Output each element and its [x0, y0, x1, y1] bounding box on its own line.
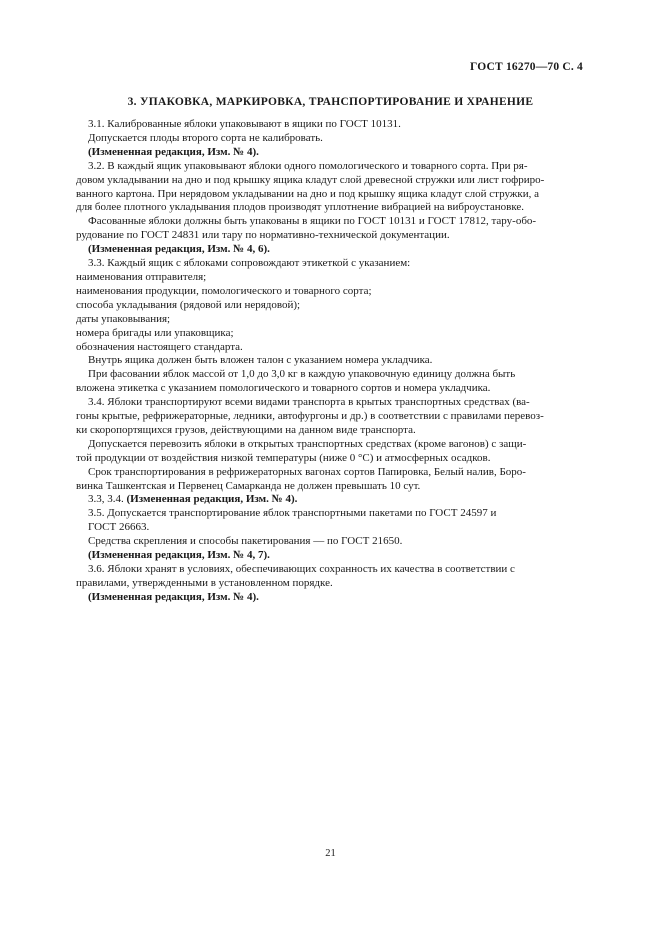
- paragraph-line: правилами, утвержденными в установленном порядке.: [76, 576, 333, 589]
- paragraph-line: гоны крытые, рефрижераторные, ледники, автофургоны и др.) в соответствии с правилами перевоз-: [76, 410, 544, 423]
- list-item: наименования отправителя;: [76, 270, 207, 283]
- paragraph-line: Средства скрепления и способы пакетирования — по ГОСТ 21650.: [88, 535, 403, 548]
- paragraph-line: ГОСТ 26663.: [88, 521, 150, 534]
- paragraph-line: Внутрь ящика должен быть вложен талон с указанием номера укладчика.: [88, 354, 433, 367]
- paragraph-line: рудование по ГОСТ 24831 или тару по нормативно-технической документации.: [76, 229, 450, 242]
- list-item: обозначения настоящего стандарта.: [76, 340, 243, 353]
- page-number: 21: [325, 848, 336, 859]
- amendment-note: (Измененная редакция, Изм. № 4).: [88, 145, 259, 158]
- clause-3-1: [76, 118, 582, 132]
- list-item: даты упаковывания;: [76, 312, 171, 325]
- paragraph-line: ки скоропортящихся грузов, действующими на данном виде транспорта.: [76, 423, 416, 436]
- list-item: наименования продукции, помологического и товарного сорта;: [76, 284, 372, 297]
- clause-3-1-text: 3.1. Калиброванные яблоки упаковывают в ящики по ГОСТ 10131.: [88, 118, 401, 130]
- clause-3-6: 3.6. Яблоки хранят в условиях, обеспечивающих сохранность их качества в соответствии с: [88, 563, 515, 575]
- amendment-note: (Измененная редакция, Изм. № 4).: [88, 590, 259, 603]
- paragraph-line: для более плотного укладывания плодов производят уплотнение вибрацией на виброустановке.: [76, 201, 525, 214]
- list-item: способа укладывания (рядовой или нерядовой);: [76, 298, 301, 311]
- document-header: ГОСТ 16270—70 С. 4: [470, 61, 583, 73]
- paragraph-line: Допускается плоды второго сорта не калибровать.: [88, 131, 323, 144]
- clause-3-5: 3.5. Допускается транспортирование яблок транспортными пакетами по ГОСТ 24597 и: [88, 507, 497, 520]
- paragraph-line: Допускается перевозить яблоки в открытых транспортных средствах (кроме вагонов) с защи-: [88, 437, 527, 450]
- paragraph-line: той продукции от воздействия низкой температуры (ниже 0 °С) и атмосферных осадков.: [76, 451, 491, 464]
- amendment-note: (Измененная редакция, Изм. № 4, 7).: [88, 549, 270, 562]
- clause-3-3: 3.3. Каждый ящик с яблоками сопровождают этикеткой с указанием:: [88, 257, 411, 270]
- paragraph-line: При фасовании яблок массой от 1,0 до 3,0 кг в каждую упаковочную единицу должна быть: [88, 368, 516, 381]
- clause-ref: 3.3, 3.4.: [88, 493, 124, 506]
- paragraph-line: довом укладывании на дно и под крышку ящика кладут слой древесной стружки или лист гофриро-: [76, 173, 545, 186]
- document-body: [76, 118, 582, 605]
- amendment-note: (Измененная редакция, Изм. № 4, 6).: [88, 243, 270, 256]
- paragraph-line: Срок транспортирования в рефрижераторных вагонах сортов Папировка, Белый налив, Боро-: [88, 465, 526, 478]
- paragraph-line: ванного картона. При нерядовом укладывании на дно и под крышку ящика кладут слой стружки, а: [76, 187, 540, 200]
- paragraph-line: вложена этикетка с указанием помологического и товарного сортов и номера укладчика.: [76, 382, 491, 395]
- section-title: 3. УПАКОВКА, МАРКИРОВКА, ТРАНСПОРТИРОВАНИЕ И ХРАНЕНИЕ: [127, 96, 534, 108]
- clause-3-2: 3.2. В каждый ящик упаковывают яблоки одного помологического и товарного сорта. При ря-: [88, 159, 528, 172]
- clause-3-4: 3.4. Яблоки транспортируют всеми видами транспорта в крытых транспортных средствах (ва-: [88, 396, 530, 409]
- paragraph-line: винка Ташкентская и Первенец Самарканда не должен превышать 10 сут.: [76, 479, 421, 492]
- amendment-line: [76, 493, 582, 507]
- amendment-note: (Измененная редакция, Изм. № 4).: [126, 493, 298, 506]
- paragraph-line: Фасованные яблоки должны быть упакованы в ящики по ГОСТ 10131 и ГОСТ 17812, тару-обо-: [88, 215, 537, 228]
- list-item: номера бригады или упаковщика;: [76, 326, 234, 339]
